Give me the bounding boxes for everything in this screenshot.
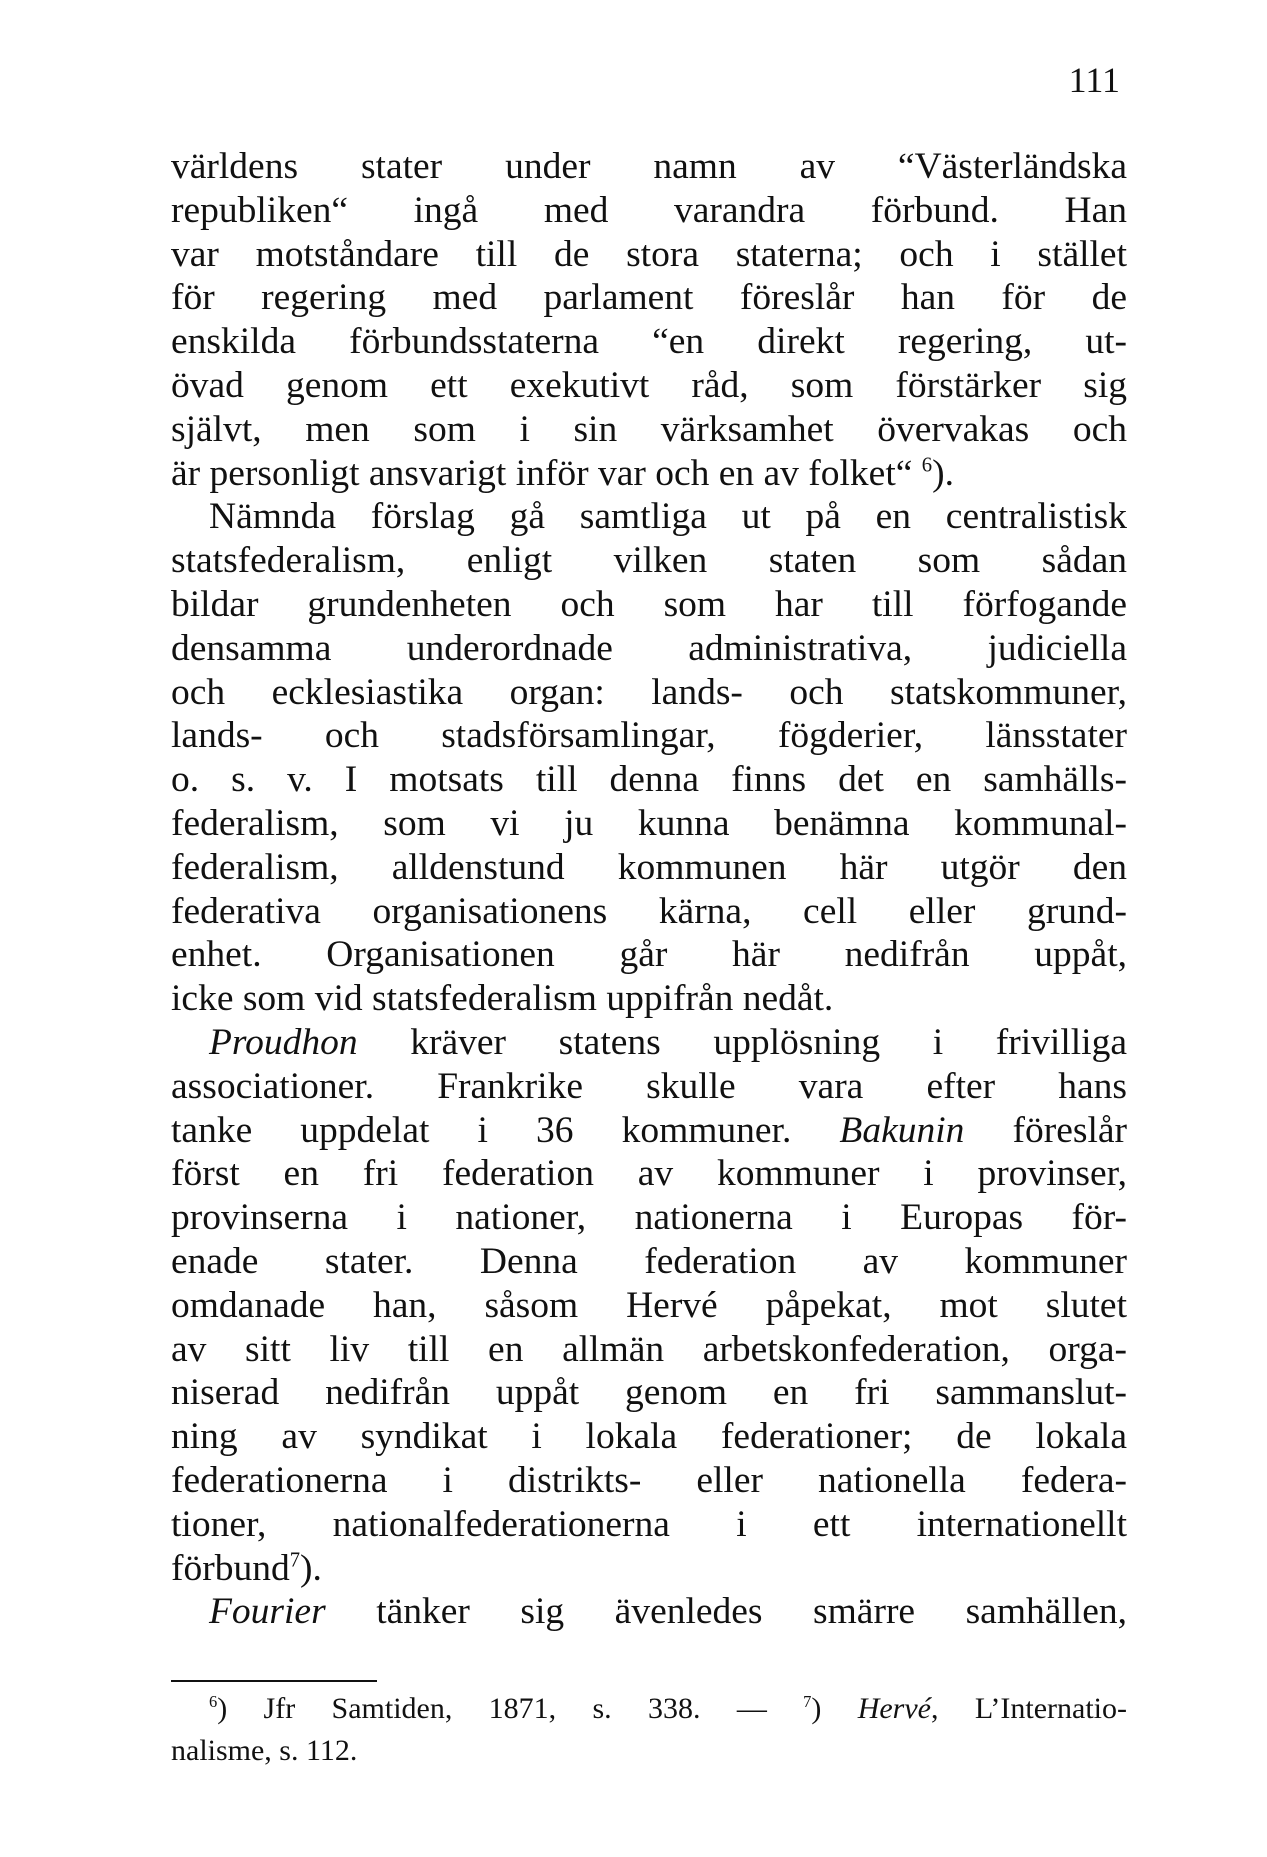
italic-name: Bakunin xyxy=(839,1109,965,1151)
text-run: övad genom ett exekutivt råd, som förstärker sig xyxy=(171,364,1127,406)
text-line xyxy=(171,583,1127,627)
text-run: federalism, alldenstund kommunen här utgör den xyxy=(171,846,1127,888)
text-line xyxy=(171,145,1127,189)
text-run: federalism, som vi ju kunna benämna kommunal- xyxy=(171,802,1127,844)
text-line xyxy=(171,977,1127,1021)
text-line xyxy=(171,320,1127,364)
text-line xyxy=(171,364,1127,408)
text-run: , L’Internatio- xyxy=(931,1692,1127,1725)
text-run: o. s. v. I motsats till denna finns det en samhälls- xyxy=(171,759,1127,801)
text-run: densamma underordnade administrativa, judiciella xyxy=(171,627,1127,669)
text-line xyxy=(171,1503,1127,1547)
text-run: tioner, nationalfederationerna i ett internationellt xyxy=(171,1503,1127,1545)
text-run: av sitt liv till en allmän arbetskonfederation, orga- xyxy=(171,1328,1127,1370)
page-number: 111 xyxy=(1068,60,1120,100)
text-line xyxy=(171,846,1127,890)
text-run: först en fri federation av kommuner i provinser, xyxy=(171,1153,1127,1195)
text-run: ). xyxy=(300,1547,322,1589)
text-run: omdanade han, såsom Hervé påpekat, mot slutet xyxy=(171,1284,1127,1326)
text-line xyxy=(171,495,1127,539)
text-line xyxy=(171,1109,1127,1153)
text-run: statsfederalism, enligt vilken staten som sådan xyxy=(171,540,1127,582)
footnote-separator xyxy=(171,1680,377,1682)
text-run: icke som vid statsfederalism uppifrån nedåt. xyxy=(171,978,834,1020)
footnote-marker: 6 xyxy=(921,454,933,477)
text-run: ning av syndikat i lokala federationer; de lokala xyxy=(171,1416,1127,1458)
text-run: federativa organisationens kärna, cell eller grund- xyxy=(171,890,1127,932)
text-line xyxy=(171,452,1127,496)
text-run: var motståndare till de stora staterna; och i stället xyxy=(171,233,1127,275)
text-run: enskilda förbundsstaterna “en direkt regering, ut- xyxy=(171,321,1127,363)
italic-name: Fourier xyxy=(209,1591,326,1633)
text-run: ). xyxy=(932,452,954,494)
body-text xyxy=(171,145,1127,1634)
text-run: enade stater. Denna federation av kommuner xyxy=(171,1240,1127,1282)
text-line xyxy=(171,802,1127,846)
footnote-marker: 6 xyxy=(209,1692,218,1711)
text-line xyxy=(171,1152,1127,1196)
text-line xyxy=(171,1021,1127,1065)
text-line xyxy=(171,890,1127,934)
text-run: förbund xyxy=(171,1547,290,1589)
text-run: tänker sig ävenledes smärre samhällen, xyxy=(325,1591,1127,1633)
text-run: enhet. Organisationen går här nedifrån uppåt, xyxy=(171,934,1127,976)
text-line xyxy=(171,714,1127,758)
text-run: ) Jfr Samtiden, 1871, s. 338. — xyxy=(217,1692,804,1725)
text-line xyxy=(171,627,1127,671)
italic-name: Hervé xyxy=(857,1692,931,1725)
text-line xyxy=(171,408,1127,452)
text-line xyxy=(171,758,1127,802)
text-line xyxy=(171,233,1127,277)
text-line xyxy=(171,671,1127,715)
text-run: kräver statens upplösning i frivilliga xyxy=(357,1021,1127,1063)
text-run: lands- och stadsförsamlingar, fögderier, länsstater xyxy=(171,715,1127,757)
text-line xyxy=(171,276,1127,320)
text-line xyxy=(171,1459,1127,1503)
italic-name: Proudhon xyxy=(209,1021,358,1063)
text-line xyxy=(171,1196,1127,1240)
footnote-marker: 7 xyxy=(289,1549,301,1571)
text-run: bildar grundenheten och som har till förfogande xyxy=(171,583,1127,625)
text-line xyxy=(171,1415,1127,1459)
text-run: provinserna i nationer, nationerna i Europas för- xyxy=(171,1197,1127,1239)
text-run: är personligt ansvarigt inför var och en av folket“ xyxy=(171,452,922,494)
text-line xyxy=(171,1240,1127,1284)
footnote-line xyxy=(171,1688,1127,1730)
text-line xyxy=(171,1371,1127,1415)
text-run: ) xyxy=(811,1692,858,1725)
text-run: Nämnda förslag gå samtliga ut på en centralistisk xyxy=(209,496,1127,538)
text-run: tanke uppdelat i 36 kommuner. xyxy=(171,1109,840,1151)
text-line xyxy=(171,1328,1127,1372)
text-run: för regering med parlament föreslår han för de xyxy=(171,277,1127,319)
text-line xyxy=(171,1284,1127,1328)
text-line xyxy=(171,933,1127,977)
text-run: niserad nedifrån uppåt genom en fri sammanslut- xyxy=(171,1372,1127,1414)
footnote-line xyxy=(171,1730,1127,1772)
text-run: nalisme, s. 112. xyxy=(171,1734,358,1767)
text-line xyxy=(171,189,1127,233)
text-line xyxy=(171,1065,1127,1109)
text-line xyxy=(171,1547,1127,1591)
text-run: föreslår xyxy=(964,1109,1127,1151)
footnotes xyxy=(171,1688,1127,1772)
text-run: världens stater under namn av “Västerländska xyxy=(171,146,1127,187)
footnote-marker: 7 xyxy=(803,1692,812,1711)
text-run: federationerna i distrikts- eller nationella federa- xyxy=(171,1459,1127,1501)
text-run: och ecklesiastika organ: lands- och statskommuner, xyxy=(171,671,1127,713)
text-line xyxy=(171,1590,1127,1634)
text-run: republiken“ ingå med varandra förbund. Han xyxy=(171,189,1127,231)
text-run: associationer. Frankrike skulle vara efter hans xyxy=(171,1065,1127,1107)
text-run: självt, men som i sin värksamhet övervakas och xyxy=(171,408,1127,450)
text-line xyxy=(171,539,1127,583)
